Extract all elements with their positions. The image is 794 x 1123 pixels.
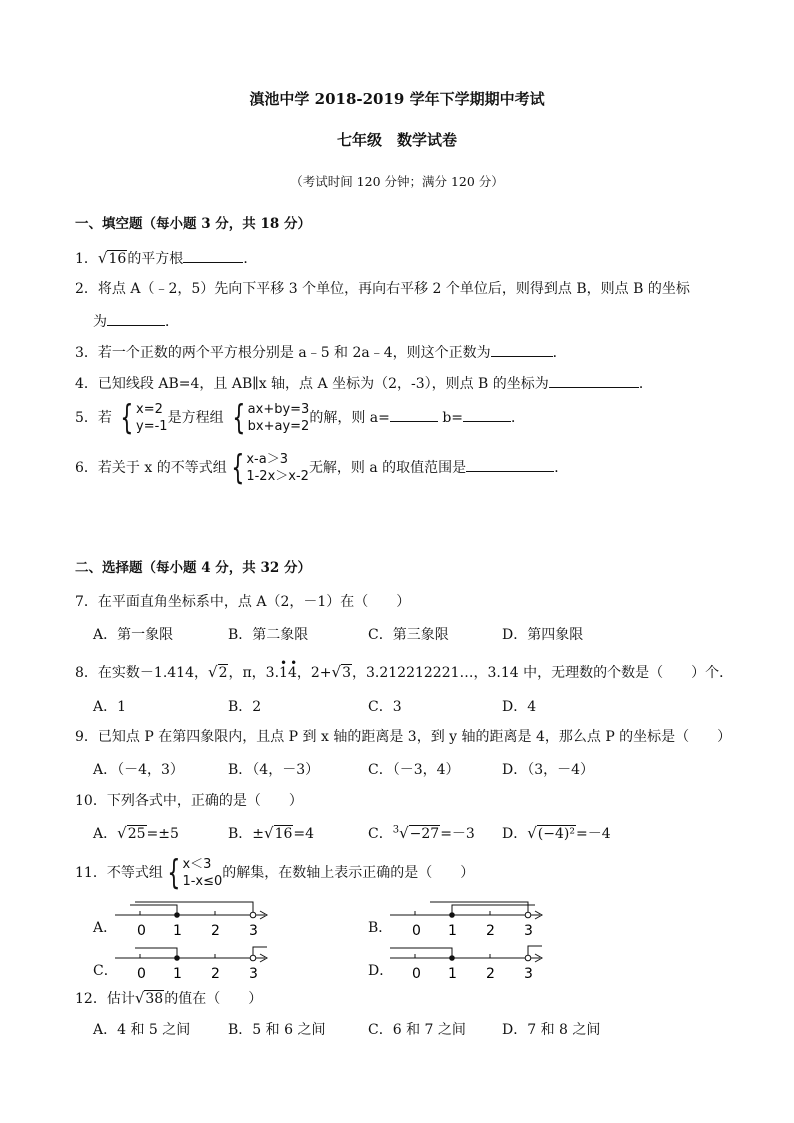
q9-option-b[interactable]: B．（4，－3） [228,762,320,778]
q5-system-b [228,398,310,438]
brace-icon: { [120,398,134,438]
q4-text: 4．已知线段 AB=4，且 AB∥x 轴，点 A 坐标为（2，-3），则点 B 的坐标为 [75,376,549,392]
q6-system [227,448,309,488]
q8-prefix: 8．在实数－1.414， [75,665,208,681]
q9-option-c[interactable]: C．（－3，4） [368,762,460,778]
q7-option-a[interactable]: A．第一象限 [93,627,174,643]
q8-repeating-digits: 14 [279,665,297,681]
q10-c-radicand: −27 [409,826,440,842]
q5-sysB-row1: ax+by=3 [247,402,310,417]
q5-sysB-row2: bx+ay=2 [247,419,310,434]
question-1 [75,248,257,269]
question-8 [75,656,734,683]
q10-option-d[interactable] [502,823,611,843]
q1-end: ． [243,251,258,267]
q5-a-blank[interactable] [390,407,438,422]
q3-end: ． [552,345,567,361]
cube-root-icon: √ [399,824,409,842]
q8-option-c[interactable]: C．3 [368,699,402,715]
q11-label-a[interactable]: A． [93,920,118,936]
sqrt-icon: √ [117,824,127,842]
tick-label: 1 [173,923,182,939]
q10-b-radicand: 16 [274,826,293,842]
q10-a-label: A． [93,826,118,842]
q8-plus: ，2+ [296,665,332,681]
q6-post: 无解，则 a 的取值范围是 [308,460,467,476]
tick-label: 0 [137,966,146,982]
q11-post: 的解集，在数轴上表示正确的是（ ） [222,865,475,881]
question-3 [75,342,567,363]
q1-radicand: 16 [108,251,127,267]
exam-subtitle: 七年级 数学试卷 [336,131,457,149]
tick-label: 3 [524,923,533,939]
question-5 [75,398,525,438]
q12-option-a[interactable]: A．4 和 5 之间 [93,1022,191,1038]
q4-answer-blank[interactable] [549,373,639,388]
q5-system-a [116,398,168,438]
q8-option-b[interactable]: B．2 [228,699,262,715]
q11-sys-row2: 1-x≤0 [182,874,223,889]
q9-option-d[interactable]: D．（3，－4） [502,762,595,778]
q5-end: ． [511,410,526,426]
question-2-line1: 2．将点 A（﹣2，5）先向下平移 3 个单位，再向右平移 2 个单位后，则得到点 B，则点 B 的坐标 [75,281,690,297]
sqrt-icon: √ [331,663,342,681]
sqrt-icon: √ [208,663,218,681]
section1-heading: 一、填空题（每小题 3 分，共 18 分） [75,216,311,232]
q11-system [163,853,223,893]
question-2-line2 [93,311,179,332]
tick-label: 2 [486,966,495,982]
q5-post: 的解，则 a= [309,410,390,426]
exam-info: （考试时间 120 分钟；满分 120 分） [290,174,504,189]
q8-option-a[interactable]: A．1 [93,699,127,715]
q6-prefix: 6．若关于 x 的不等式组 [75,460,227,476]
sqrt-icon: √ [264,824,274,842]
q12-option-b[interactable]: B．5 和 6 之间 [228,1022,326,1038]
q8-repeating [279,656,301,681]
q10-d-label: D． [502,826,528,842]
question-6 [75,448,568,488]
q10-option-b[interactable] [228,823,314,843]
q5-sysA-row2: y=-1 [136,419,168,434]
q11-numberline-a[interactable] [115,900,275,948]
tick-label: 0 [412,923,421,939]
tick-label: 1 [448,923,457,939]
q12-option-c[interactable]: C．6 和 7 之间 [368,1022,466,1038]
q10-a-post: =±5 [146,826,179,842]
question-9: 9．已知点 P 在第四象限内，且点 P 到 x 轴的距离是 3，到 y 轴的距离是 4，那么点 P 的坐标是（ ） [75,729,732,745]
q10-option-a[interactable] [93,823,179,843]
q12-option-d[interactable]: D．7 和 8 之间 [502,1022,601,1038]
q10-c-label: C． [368,826,393,842]
sqrt-icon: √ [97,249,108,267]
q6-answer-blank[interactable] [466,457,554,472]
question-12 [75,988,262,1009]
q8-pi: ，π，3. [228,665,280,681]
question-7: 7．在平面直角坐标系中，点 A（2，－1）在（ ） [75,594,411,610]
q5-mid: 是方程组 [167,410,224,426]
tick-label: 2 [211,923,220,939]
q2-answer-blank[interactable] [107,311,165,326]
q8-option-d[interactable]: D．4 [502,699,537,715]
brace-icon: { [167,853,181,893]
q1-number: 1． [75,251,98,267]
section2-heading: 二、选择题（每小题 4 分，共 32 分） [75,560,311,576]
q12-radicand: 38 [145,991,164,1007]
tick-label: 3 [524,966,533,982]
q10-option-c[interactable] [368,823,475,843]
q11-sys-row1: x＜3 [182,857,212,872]
q10-b-label: B．± [228,826,265,842]
sqrt-icon: √ [527,824,537,842]
tick-label: 2 [486,923,495,939]
q1-answer-blank[interactable] [183,248,243,263]
exam-title: 滇池中学 2018-2019 学年下学期期中考试 [249,90,545,108]
sqrt-icon: √ [134,989,145,1007]
q10-b-post: =4 [293,826,315,842]
q10-c-root-index: 3 [392,824,400,836]
tick-label: 3 [249,966,258,982]
q2-end: ． [165,314,179,330]
q6-sys-row2: 1-2x＞x-2 [246,469,309,484]
repeat-dots-icon: •• [280,656,301,670]
question-11 [75,853,474,893]
q10-c-post: =－3 [440,826,475,842]
q5-b-label: b= [442,410,464,426]
brace-icon: { [232,398,246,438]
q11-label-c[interactable]: C． [93,963,118,979]
q10-a-radicand: 25 [127,826,146,842]
question-4 [75,373,653,394]
q12-prefix: 12．估计 [75,991,135,1007]
q5-b-blank[interactable] [463,407,511,422]
q11-numberline-b[interactable] [390,900,550,948]
q8-sqrt2: 2 [218,665,228,681]
q11-prefix: 11．不等式组 [75,865,163,881]
tick-label: 2 [211,966,220,982]
q11-label-b[interactable]: B． [368,920,393,936]
q7-option-c[interactable]: C．第三象限 [368,627,449,643]
q8-sqrt3: 3 [342,665,351,681]
q1-text: 的平方根 [127,251,184,267]
q11-label-d[interactable]: D． [368,963,394,979]
q11-numberline-d[interactable] [390,943,550,991]
q3-answer-blank[interactable] [491,342,553,357]
tick-label: 3 [249,923,258,939]
q9-option-a[interactable]: A．（－4，3） [93,762,184,778]
q3-text: 3．若一个正数的两个平方根分别是 a﹣5 和 2a﹣4，则这个正数为 [75,345,491,361]
q5-prefix: 5．若 [75,410,112,426]
tick-label: 0 [412,966,421,982]
q8-post: ，3.212212221…，3.14 中，无理数的个数是（ ）个． [352,665,734,681]
tick-label: 0 [137,923,146,939]
q2-prefix: 为 [93,314,107,330]
tick-label: 1 [448,966,457,982]
question-10: 10．下列各式中，正确的是（ ） [75,793,303,809]
q4-end: ． [638,376,653,392]
tick-label: 1 [173,966,182,982]
q5-sysA-row1: x=2 [136,402,163,417]
q11-numberline-c[interactable] [115,943,275,991]
q6-sys-row1: x-a＞3 [246,452,288,467]
brace-icon: { [231,448,245,488]
q12-post: 的值在（ ） [164,991,263,1007]
q7-option-b[interactable]: B．第二象限 [228,627,309,643]
q6-end: ． [554,460,569,476]
q7-option-d[interactable]: D．第四象限 [502,627,584,643]
q10-d-post: =－4 [575,826,611,842]
q10-d-radicand: (−4)² [537,826,575,842]
